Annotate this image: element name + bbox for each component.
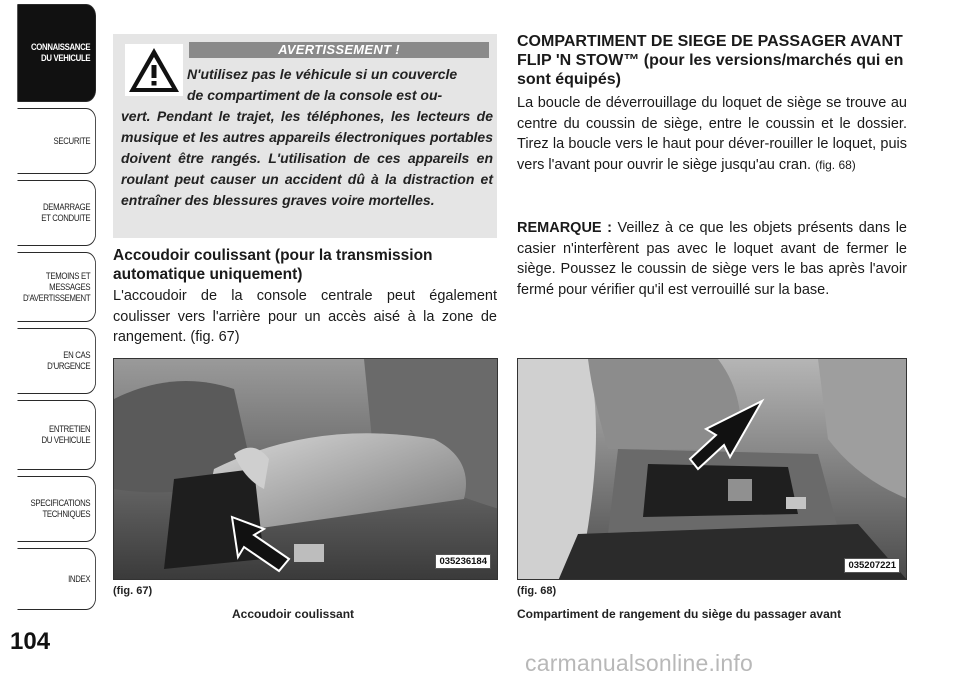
- note-text: Veillez à ce que les objets présents dans le casier n'interfèrent pas avec le loquet avant de fermer le siège. Poussez le coussin de siège vers le bas après l'avoir fermé pour vérifier qu'il est verrouillé sur la base.: [517, 220, 907, 298]
- tab-securite[interactable]: [17, 108, 96, 174]
- tab-label: CONNAISSANCE DU VEHICULE: [31, 42, 91, 64]
- tab-index[interactable]: [17, 548, 96, 610]
- figure-67-caption: Accoudoir coulissant: [232, 607, 355, 621]
- tab-label: TEMOINS ET MESSAGES D'AVERTISSEMENT: [22, 270, 91, 304]
- tab-label: DEMARRAGE ET CONDUITE: [41, 202, 91, 224]
- figure-68-caption: Compartiment de rangement du siège du passager avant: [517, 607, 842, 621]
- tab-label: INDEX: [68, 573, 91, 585]
- warning-box: [113, 34, 497, 238]
- tab-label: SECURITE: [53, 135, 91, 147]
- note-label: REMARQUE :: [517, 220, 612, 236]
- page-number: 104: [10, 628, 51, 655]
- figure-67-code: 035236184: [435, 554, 491, 569]
- tab-en-cas-urgence[interactable]: [17, 328, 96, 394]
- compartment-body: [517, 93, 907, 175]
- chapter-sidebar: [0, 0, 100, 678]
- tab-demarrage-conduite[interactable]: [17, 180, 96, 246]
- tab-entretien-vehicule[interactable]: [17, 400, 96, 470]
- watermark: carmanualsonline.info: [525, 650, 753, 676]
- tab-specifications-techniques[interactable]: [17, 476, 96, 542]
- seat-compartment-illustration: [518, 359, 907, 580]
- compartment-title: COMPARTIMENT DE SIEGE DE PASSAGER AVANT FLIP 'N STOW™ (pour les versions/marchés qui en sont équipés): [517, 33, 904, 88]
- figure-67-label: (fig. 67): [113, 585, 153, 597]
- warning-text: [121, 64, 493, 211]
- tab-label: ENTRETIEN DU VEHICULE: [41, 424, 91, 446]
- figure-68-photo: [517, 358, 907, 580]
- figure-67-photo: [113, 358, 498, 580]
- warning-line-1: N'utilisez pas le véhicule si un couvercle: [187, 66, 458, 82]
- warning-line-2: de compartiment de la console est ou-: [187, 87, 443, 103]
- warning-body: vert. Pendant le trajet, les téléphones, les lecteurs de musique et les autres appareils électroniques portables doivent être rangés. L'utilisation de ces appareils en roulant peut causer un accident dû à la distraction et entraîner des blessures graves voire mortelles.: [121, 108, 493, 208]
- tab-temoins-messages[interactable]: [17, 252, 96, 322]
- compartment-body-text: La boucle de déverrouillage du loquet de siège se trouve au centre du coussin de siège, entre le coussin et le dossier. Tirez la boucle vers le haut pour déver-rouiller le loquet, puis vers l'avant pour ouvrir le siège jusqu'au cran.: [517, 95, 907, 173]
- tab-label: EN CAS D'URGENCE: [47, 350, 91, 372]
- tab-connaissance-vehicule[interactable]: [17, 4, 96, 102]
- armrest-body: L'accoudoir de la console centrale peut également coulisser vers l'arrière pour un accès aisé à la zone de rangement. (fig. 67): [113, 288, 497, 345]
- armrest-illustration: [114, 359, 498, 580]
- note-paragraph: [517, 218, 907, 300]
- figure-68-code: 035207221: [844, 558, 900, 573]
- compartment-fig-ref: (fig. 68): [815, 157, 856, 172]
- figure-68-label: (fig. 68): [517, 585, 557, 597]
- warning-header: AVERTISSEMENT !: [189, 42, 489, 58]
- armrest-title: Accoudoir coulissant (pour la transmission automatique uniquement): [113, 247, 433, 283]
- tab-label: SPECIFICATIONS TECHNIQUES: [30, 498, 91, 520]
